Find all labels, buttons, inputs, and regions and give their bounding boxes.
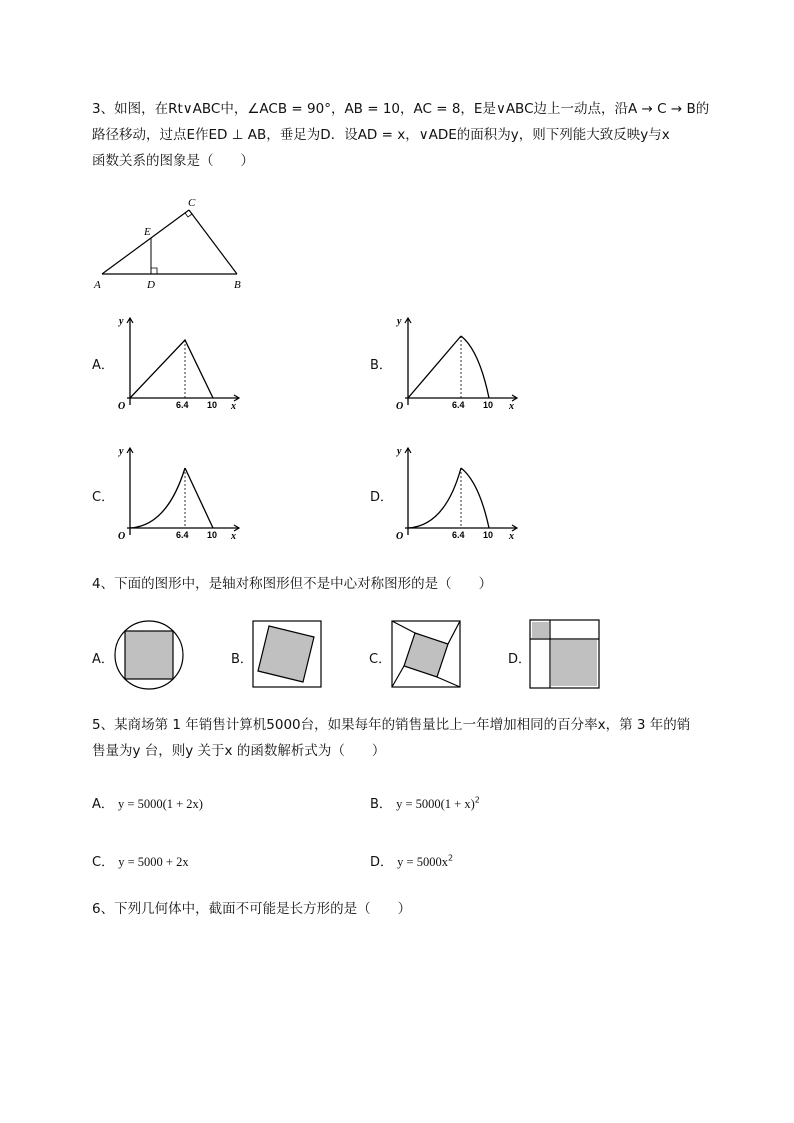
q4-shape-b — [252, 620, 324, 690]
graph-a-y-label: y — [119, 316, 124, 327]
q5-line-2: 售量为y 台，则y 关于x 的函数解析式为（ ） — [92, 743, 386, 759]
fig-label-c: C — [188, 197, 196, 209]
q3-line-1: 3、如图，在Rt∨ABC中，∠ACB = 90°，AB = 10，AC = 8，E是∨ABC边上一动点，沿A → C → B的 — [92, 101, 710, 117]
q3-line-2: 路径移动，过点E作ED ⊥ AB，垂足为D．设AD = x，∨ADE的面积为y，则下列能大致反映y与x — [92, 127, 670, 143]
graph-c-tick-end: 10 — [207, 530, 218, 540]
graph-d-tick-end: 10 — [483, 530, 494, 540]
graph-d-y-label: y — [397, 446, 402, 457]
graph-a-tick-end: 10 — [207, 400, 218, 410]
q3-graph-d — [393, 440, 523, 544]
graph-d-origin: O — [396, 531, 404, 542]
q3-option-b-label: B． — [370, 358, 392, 373]
q4-shape-c — [391, 620, 463, 690]
q5-option-c — [92, 851, 189, 870]
q4-option-b-label: B． — [231, 652, 253, 667]
question-5-text — [92, 712, 742, 764]
q5-option-d — [370, 851, 453, 870]
q4-shape-a — [113, 619, 185, 691]
q4-shape-d — [529, 619, 601, 691]
graph-c-tick-peak: 6.4 — [176, 530, 189, 540]
question-6-text: 6、下列几何体中，截面不可能是长方形的是（ ） — [92, 901, 412, 917]
q5-option-d-exponent: 2 — [447, 853, 454, 863]
fig-label-d: D — [147, 279, 155, 291]
graph-c-x-label: x — [231, 531, 236, 542]
graph-c-origin: O — [118, 531, 126, 542]
fig-label-b: B — [234, 279, 241, 291]
graph-a-tick-peak: 6.4 — [176, 400, 189, 410]
graph-b-tick-end: 10 — [483, 400, 494, 410]
q5-option-a-formula: y = 5000(1 + 2x) — [118, 797, 203, 811]
graph-c-y-label: y — [119, 446, 124, 457]
q5-option-b-letter: B． — [370, 797, 392, 812]
question-3-text — [92, 96, 742, 174]
q5-option-b-formula: y = 5000(1 + x) — [396, 797, 475, 811]
fig-label-e: E — [144, 226, 151, 238]
q3-option-d-label: D． — [370, 490, 394, 505]
question-4-text: 4、下面的图形中，是轴对称图形但不是中心对称图形的是（ ） — [92, 576, 493, 592]
q5-option-d-letter: D． — [370, 855, 394, 870]
fig-label-a: A — [94, 279, 101, 291]
q3-graph-b — [393, 310, 523, 414]
q5-line-1: 5、某商场第 1 年销售计算机5000台，如果每年的销售量比上一年增加相同的百分率x，第 3 年的销 — [92, 717, 691, 733]
q3-graph-c — [115, 440, 245, 544]
q3-triangle-figure — [92, 192, 252, 292]
q5-option-a — [92, 793, 203, 812]
q5-option-b — [370, 793, 480, 812]
q3-option-a-label: A． — [92, 358, 114, 373]
graph-b-y-label: y — [397, 316, 402, 327]
graph-a-x-label: x — [231, 401, 236, 412]
q3-option-c-label: C． — [92, 490, 115, 505]
q5-option-d-formula: y = 5000x — [397, 855, 448, 869]
q3-graph-a — [115, 310, 245, 414]
graph-a-origin: O — [118, 401, 126, 412]
q4-option-d-label: D． — [508, 652, 532, 667]
q5-option-c-formula: y = 5000 + 2x — [118, 855, 189, 869]
graph-b-x-label: x — [509, 401, 514, 412]
graph-b-origin: O — [396, 401, 404, 412]
graph-d-x-label: x — [509, 531, 514, 542]
q4-option-c-label: C． — [369, 652, 392, 667]
q4-option-a-label: A． — [92, 652, 114, 667]
graph-b-tick-peak: 6.4 — [452, 400, 465, 410]
graph-d-tick-peak: 6.4 — [452, 530, 465, 540]
q5-option-c-letter: C． — [92, 855, 115, 870]
q3-line-3: 函数关系的图象是（ ） — [92, 153, 254, 169]
q5-option-b-exponent: 2 — [474, 795, 480, 805]
q5-option-a-letter: A． — [92, 797, 114, 812]
